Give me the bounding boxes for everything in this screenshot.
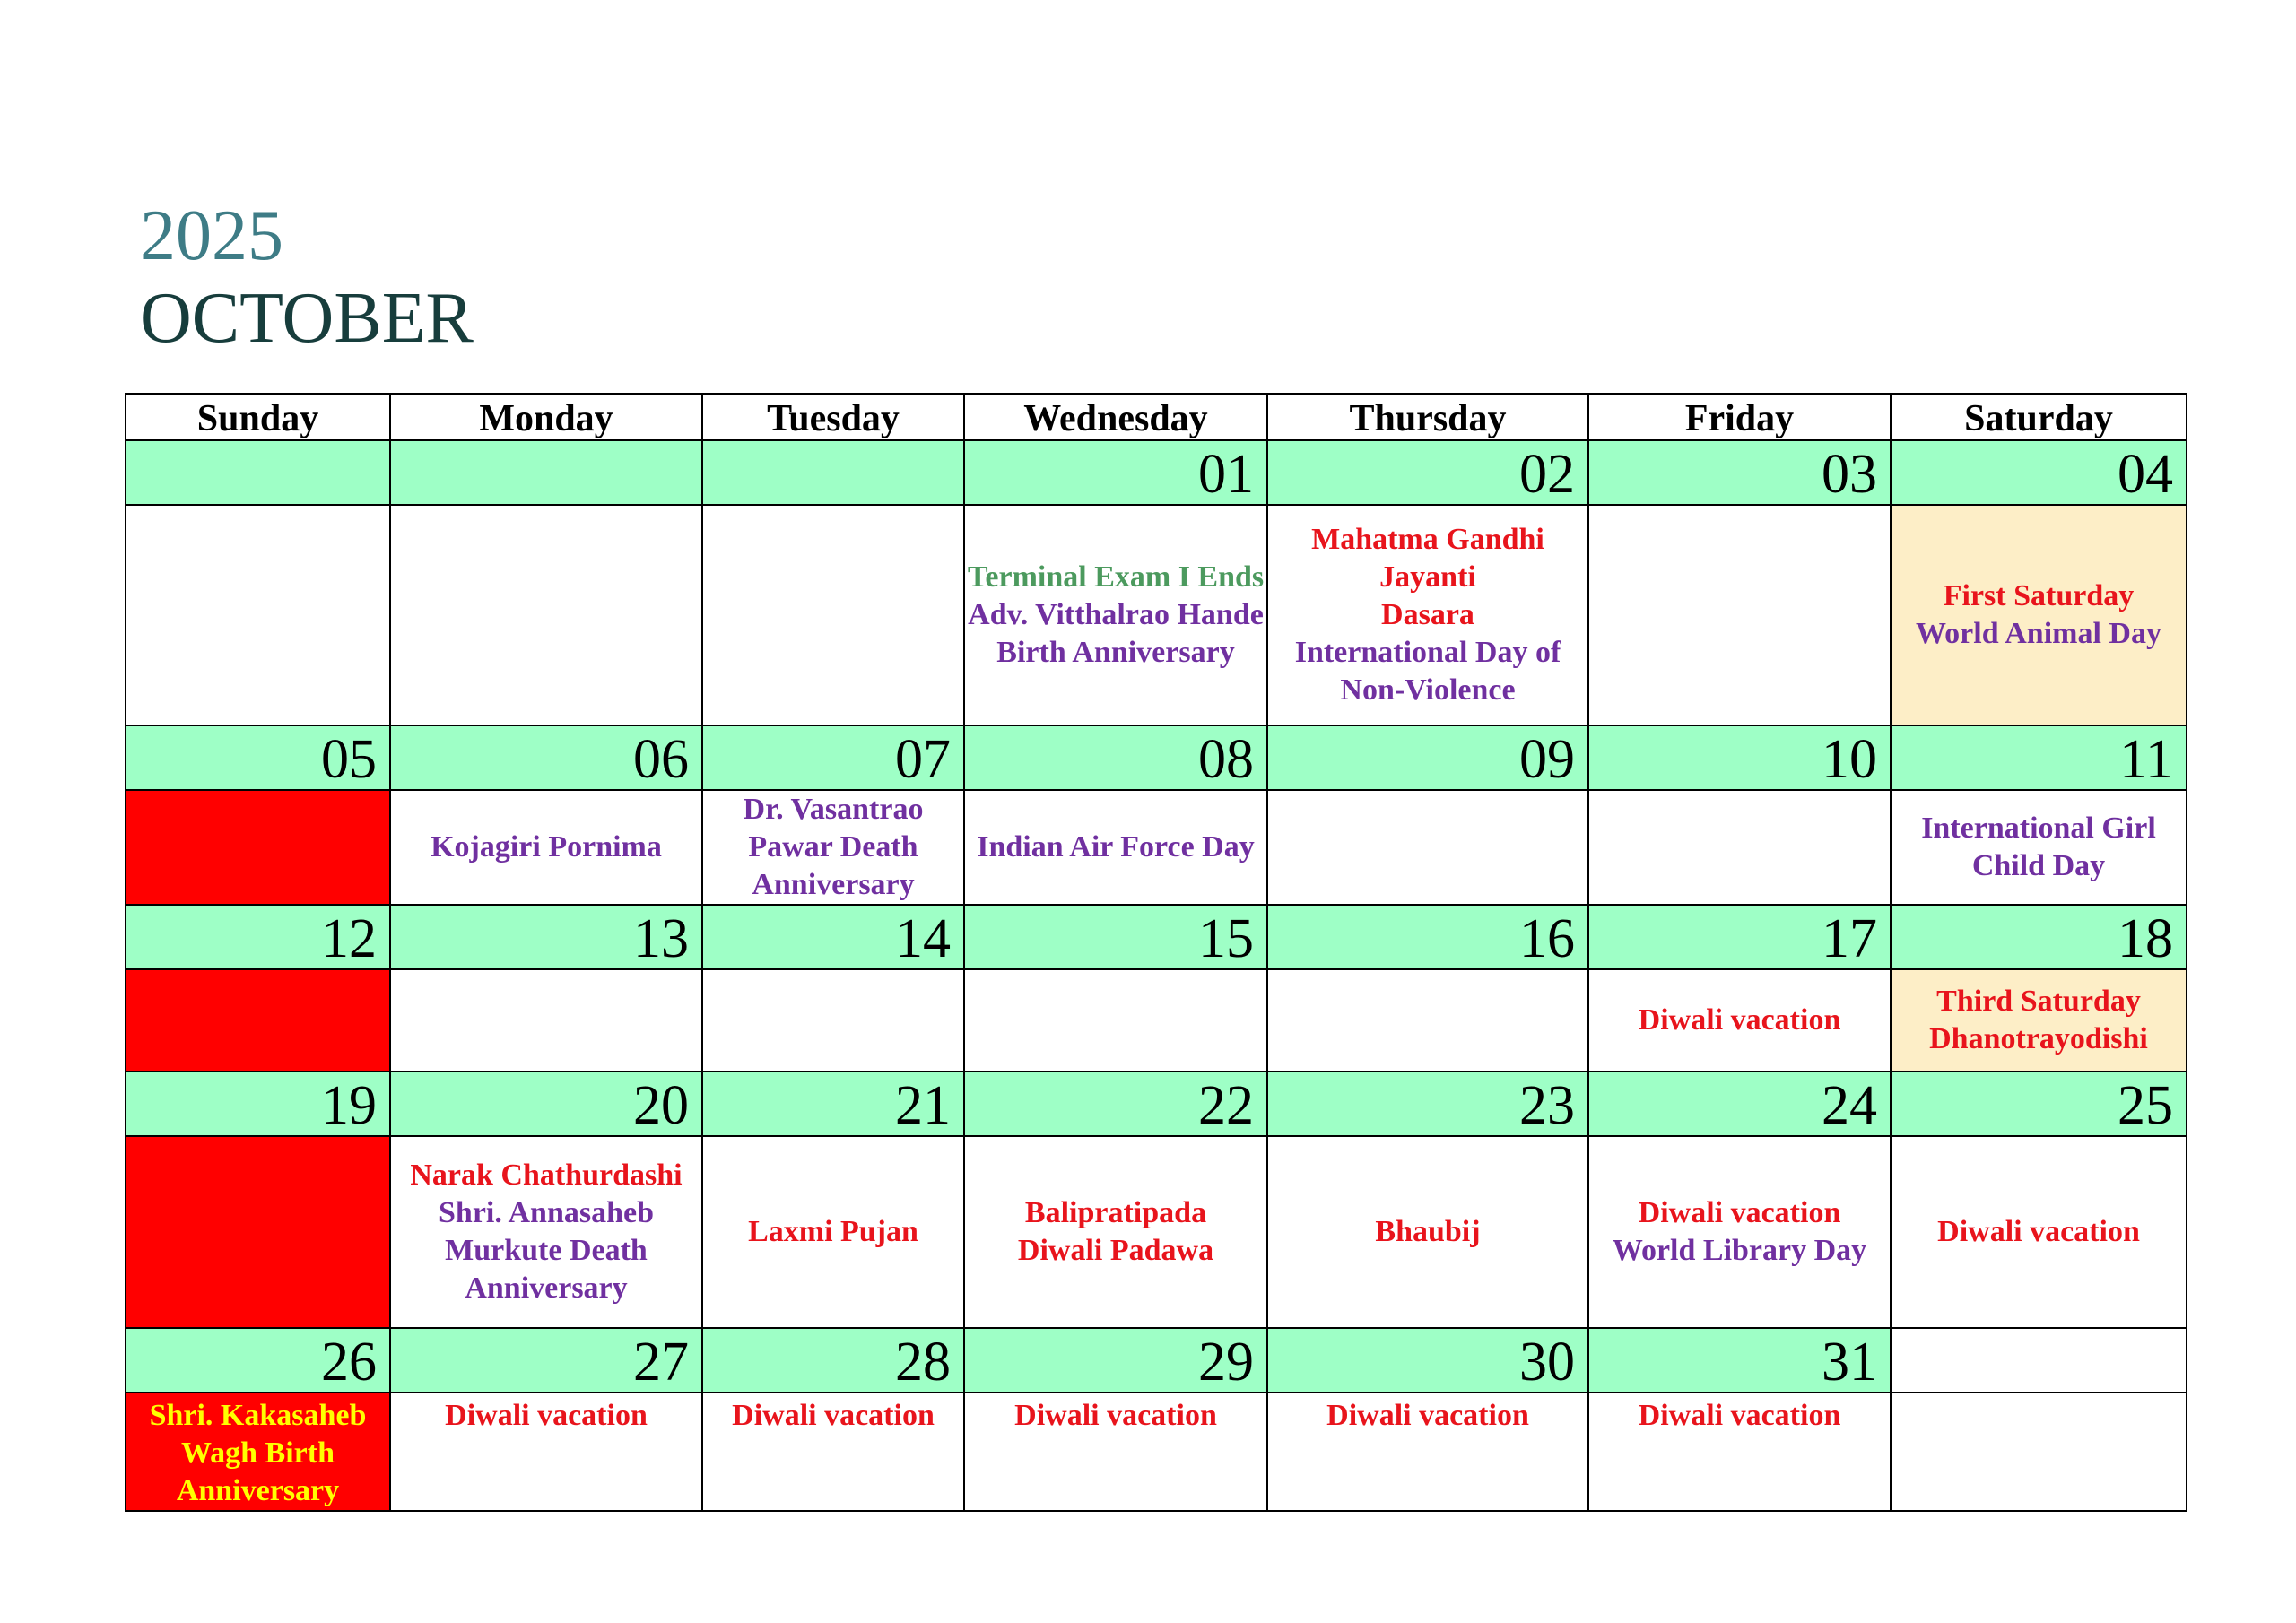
day-events-cell bbox=[1891, 790, 2187, 905]
day-events-cell bbox=[1891, 1136, 2187, 1328]
calendar-year: 2025 bbox=[140, 196, 283, 275]
event-label: Diwali vacation bbox=[1014, 1399, 1217, 1432]
day-number bbox=[702, 440, 964, 505]
weekday-header: Friday bbox=[1588, 394, 1891, 440]
event-label: International Girl Child Day bbox=[1921, 812, 2156, 882]
day-number: 23 bbox=[1267, 1072, 1588, 1136]
day-number: 08 bbox=[964, 725, 1267, 790]
day-number: 01 bbox=[964, 440, 1267, 505]
event-label: Diwali vacation bbox=[1638, 1399, 1841, 1432]
day-events-cell bbox=[702, 505, 964, 725]
day-events-cell bbox=[390, 790, 702, 905]
weekday-header: Sunday bbox=[126, 394, 390, 440]
event-label: Mahatma Gandhi Jayanti bbox=[1311, 523, 1544, 594]
day-events-cell bbox=[390, 1393, 702, 1511]
day-events-cell bbox=[1267, 790, 1588, 905]
day-events-cell bbox=[702, 1136, 964, 1328]
event-label: Laxmi Pujan bbox=[748, 1215, 918, 1248]
day-number: 12 bbox=[126, 905, 390, 969]
event-label: Diwali vacation bbox=[1326, 1399, 1529, 1432]
day-events-cell bbox=[1267, 1136, 1588, 1328]
day-number: 21 bbox=[702, 1072, 964, 1136]
day-events-cell bbox=[1891, 969, 2187, 1072]
week-date-row bbox=[126, 1328, 2187, 1393]
event-label: Diwali vacation bbox=[1638, 1196, 1841, 1229]
day-events-cell bbox=[964, 1393, 1267, 1511]
day-events-cell bbox=[1267, 505, 1588, 725]
event-label: Diwali vacation bbox=[732, 1399, 935, 1432]
day-events-cell bbox=[1267, 969, 1588, 1072]
weekday-header: Tuesday bbox=[702, 394, 964, 440]
day-number: 18 bbox=[1891, 905, 2187, 969]
day-events-cell bbox=[126, 790, 390, 905]
event-label: Shri. Kakasaheb Wagh Birth Anniversary bbox=[149, 1399, 367, 1507]
day-number: 31 bbox=[1588, 1328, 1891, 1393]
weekday-header: Wednesday bbox=[964, 394, 1267, 440]
day-number: 30 bbox=[1267, 1328, 1588, 1393]
day-number: 16 bbox=[1267, 905, 1588, 969]
event-label: Terminal Exam I Ends bbox=[967, 560, 1265, 594]
event-label: Diwali vacation bbox=[1638, 1003, 1841, 1037]
day-number: 06 bbox=[390, 725, 702, 790]
event-label: Dhanotrayodishi bbox=[1929, 1022, 2148, 1055]
event-label: World Animal Day bbox=[1916, 617, 2161, 650]
event-label: Dasara bbox=[1381, 598, 1474, 631]
day-number: 13 bbox=[390, 905, 702, 969]
day-number: 27 bbox=[390, 1328, 702, 1393]
event-label: Balipratipada bbox=[1024, 1196, 1207, 1229]
event-label: World Library Day bbox=[1612, 1234, 1867, 1267]
week-date-row bbox=[126, 905, 2187, 969]
day-number: 24 bbox=[1588, 1072, 1891, 1136]
week-events-row bbox=[126, 1136, 2187, 1328]
day-events-cell bbox=[1588, 790, 1891, 905]
day-number: 05 bbox=[126, 725, 390, 790]
day-number: 10 bbox=[1588, 725, 1891, 790]
day-events-cell bbox=[1588, 969, 1891, 1072]
day-events-cell bbox=[702, 969, 964, 1072]
week-events-row bbox=[126, 969, 2187, 1072]
month-calendar-grid bbox=[125, 393, 2187, 1512]
weekday-header: Monday bbox=[390, 394, 702, 440]
week-date-row bbox=[126, 1072, 2187, 1136]
day-number: 14 bbox=[702, 905, 964, 969]
event-label: Diwali Padawa bbox=[1017, 1234, 1214, 1267]
day-events-cell bbox=[1588, 1136, 1891, 1328]
event-label: International Day of Non-Violence bbox=[1294, 636, 1561, 707]
day-events-cell bbox=[1588, 1393, 1891, 1511]
day-events-cell bbox=[390, 969, 702, 1072]
day-events-cell bbox=[964, 969, 1267, 1072]
event-label: Kojagiri Pornima bbox=[430, 830, 662, 864]
day-number: 20 bbox=[390, 1072, 702, 1136]
week-events-row bbox=[126, 790, 2187, 905]
weekday-header: Thursday bbox=[1267, 394, 1588, 440]
week-date-row bbox=[126, 440, 2187, 505]
day-events-cell bbox=[390, 505, 702, 725]
event-label: Diwali vacation bbox=[1937, 1215, 2140, 1248]
day-events-cell bbox=[702, 790, 964, 905]
day-events-cell bbox=[964, 790, 1267, 905]
event-label: Shri. Annasaheb Murkute Death Anniversary bbox=[439, 1196, 654, 1305]
week-events-row bbox=[126, 505, 2187, 725]
day-events-cell bbox=[126, 1136, 390, 1328]
day-events-cell bbox=[1891, 505, 2187, 725]
week-date-row bbox=[126, 725, 2187, 790]
day-number: 29 bbox=[964, 1328, 1267, 1393]
day-number: 04 bbox=[1891, 440, 2187, 505]
day-number: 15 bbox=[964, 905, 1267, 969]
day-events-cell bbox=[702, 1393, 964, 1511]
event-label: Third Saturday bbox=[1936, 985, 2141, 1018]
day-events-cell bbox=[1588, 505, 1891, 725]
event-label: First Saturday bbox=[1943, 579, 2135, 612]
day-events-cell bbox=[964, 1136, 1267, 1328]
calendar-month: OCTOBER bbox=[140, 279, 474, 358]
event-label: Dr. Vasantrao Pawar Death Anniversary bbox=[743, 793, 924, 901]
event-label: Adv. Vitthalrao Hande Birth Anniversary bbox=[968, 598, 1264, 669]
day-number bbox=[1891, 1328, 2187, 1393]
calendar-weeks bbox=[126, 440, 2187, 1511]
day-events-cell bbox=[1267, 1393, 1588, 1511]
day-number: 25 bbox=[1891, 1072, 2187, 1136]
day-number: 07 bbox=[702, 725, 964, 790]
day-events-cell bbox=[390, 1136, 702, 1328]
day-number bbox=[390, 440, 702, 505]
day-events-cell bbox=[126, 1393, 390, 1511]
weekday-header: Saturday bbox=[1891, 394, 2187, 440]
event-label: Indian Air Force Day bbox=[977, 830, 1255, 864]
day-number: 02 bbox=[1267, 440, 1588, 505]
event-label: Narak Chathurdashi bbox=[410, 1159, 683, 1192]
day-events-cell bbox=[126, 969, 390, 1072]
day-number: 03 bbox=[1588, 440, 1891, 505]
day-events-cell bbox=[1891, 1393, 2187, 1511]
day-events-cell bbox=[964, 505, 1267, 725]
week-events-row bbox=[126, 1393, 2187, 1511]
day-number: 11 bbox=[1891, 725, 2187, 790]
day-number: 19 bbox=[126, 1072, 390, 1136]
day-number: 28 bbox=[702, 1328, 964, 1393]
day-number bbox=[126, 440, 390, 505]
event-label: Diwali vacation bbox=[445, 1399, 648, 1432]
day-number: 26 bbox=[126, 1328, 390, 1393]
event-label: Bhaubij bbox=[1375, 1215, 1481, 1248]
weekday-header-row bbox=[126, 394, 2187, 440]
day-number: 09 bbox=[1267, 725, 1588, 790]
day-number: 17 bbox=[1588, 905, 1891, 969]
day-events-cell bbox=[126, 505, 390, 725]
day-number: 22 bbox=[964, 1072, 1267, 1136]
